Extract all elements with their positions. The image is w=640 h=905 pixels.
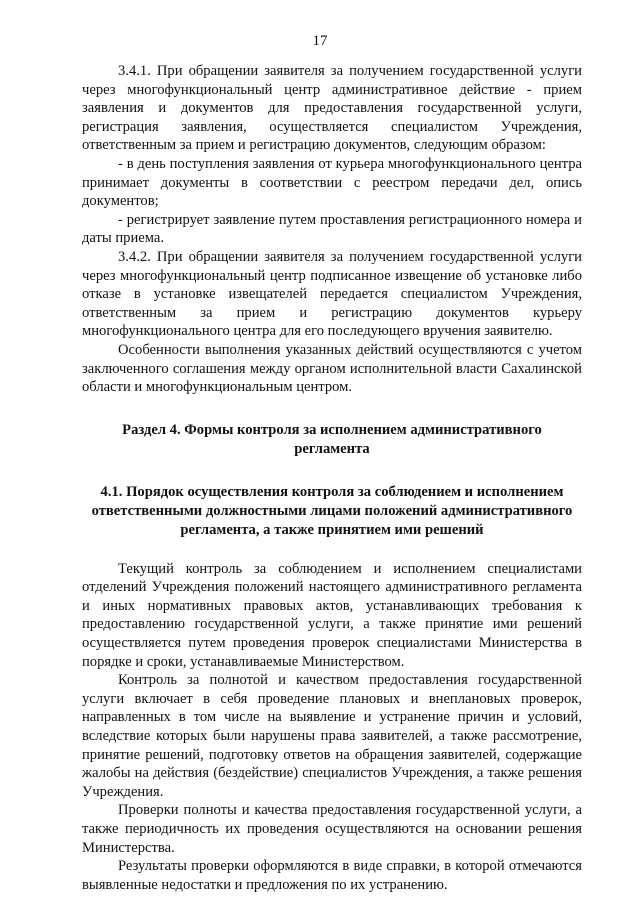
subsection-heading: 4.1. Порядок осуществления контроля за соблюдением и исполнением ответственными должностными лицами положений административного регламента, а также принятием ими решений <box>91 483 573 538</box>
paragraph-current-control: Текущий контроль за соблюдением и исполнением специалистами отделений Учреждения положений настоящего административного регламента и иных нормативных правовых актов, устанавливающих требования к предоставлению государственной услуги, а также принятие ими решений осуществляется путем проведения проверок специалистами Министерства в порядке и сроки, устанавливаемые Министерством. <box>82 560 582 670</box>
document-body <box>82 62 582 894</box>
paragraph-checks-periodicity: Проверки полноты и качества предоставления государственной услуги, а также периодичность их проведения осуществляются на основании решения Министерства. <box>82 802 582 856</box>
section-heading: Раздел 4. Формы контроля за исполнением административного регламента <box>122 421 542 457</box>
paragraph-quality-control: Контроль за полнотой и качеством предоставления государственной услуги включает в себя проведение плановых и внеплановых проверок, направленных в том числе на выявление и устранение причин и условий, вследствие которых были нарушены права заявителей, а также рассмотрение, принятие решений, подготовку ответов на обращения заявителей, содержащие жалобы на действия (бездействие) специалистов Учреждения, а также решения Учреждения. <box>82 672 582 800</box>
paragraph-check-results: Результаты проверки оформляются в виде справки, в которой отмечаются выявленные недостатки и предложения по их устранению. <box>82 858 582 893</box>
paragraph-features: Особенности выполнения указанных действий осуществляются с учетом заключенного соглашения между органом исполнительной власти Сахалинской области и многофункциональным центром. <box>82 341 582 396</box>
list-item-receive-documents: - в день поступления заявления от курьера многофункционального центра принимает документы в соответствии с реестром передачи дел, опись документов; <box>82 155 582 210</box>
list-item-register-application: - регистрирует заявление путем проставления регистрационного номера и даты приема. <box>82 211 582 247</box>
page-number: 17 <box>312 33 328 49</box>
paragraph-3-4-1: 3.4.1. При обращении заявителя за получением государственной услуги через многофункциональный центр административное действие - прием заявления и документов для предоставления государственной услуги, регистрация заявления, осуществляется специалистом Учреждения, ответственным за прием и регистрацию документов, следующим образом: <box>82 63 582 154</box>
paragraph-3-4-2: 3.4.2. При обращении заявителя за получением государственной услуги через многофункциональный центр подписанное извещение об установке либо отказе в установке извещателей передается специалистом Учреждения, ответственным за прием и регистрацию документов курьеру многофункционального центра для его последующего вручения заявителю. <box>82 248 582 340</box>
